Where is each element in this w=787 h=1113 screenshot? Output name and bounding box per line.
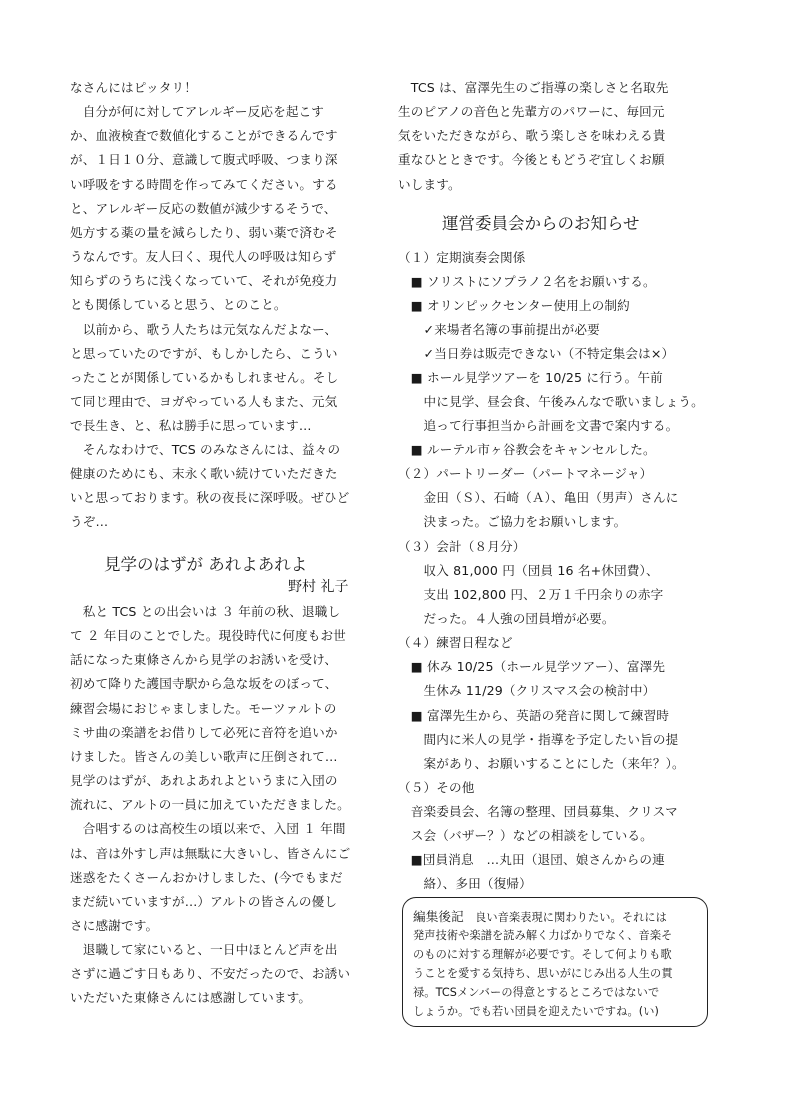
intro-line: が、１日１０分、意識して腹式呼吸、つまり深 xyxy=(70,152,338,167)
intro-line: うなんです。友人曰く、現代人の呼吸は知らず xyxy=(70,249,337,264)
notice-line: 追って行事担当から計画を文書で案内する。 xyxy=(398,418,679,433)
intro-line: 以前から、歌う人たちは元気なんだよなー、 xyxy=(70,322,338,337)
intro-line: 自分が何に対してアレルギー反応を起こす xyxy=(70,104,325,119)
notice-line: ■ 休み 10/25（ホール見学ツアー）、富澤先 xyxy=(398,659,666,674)
notice-line: ■団員消息 …丸田（退団、娘さんからの連 xyxy=(398,852,665,867)
notice-line: ✓来場者名簿の事前提出が必要 xyxy=(398,322,600,337)
intro-line: 健康のためにも、末永く歌い続けていただきた xyxy=(70,466,338,481)
notice-line: （５）その他 xyxy=(398,780,475,795)
tcs-line: 重なひとときです。今後ともどうぞ宜しくお願 xyxy=(398,152,665,167)
editor-note-line: 禄。TCSメンバーの得意とするところではないで xyxy=(413,986,660,999)
notice-line: （１）定期演奏会関係 xyxy=(398,250,526,265)
article-line: て ２ 年目のことでした。現役時代に何度もお世 xyxy=(70,628,346,643)
article-line: 見学のはずが、あれよあれよというまに入団の xyxy=(70,773,338,788)
intro-line: で長生き、と、私は勝手に思っています… xyxy=(70,418,312,433)
article-line: 合唱するのは高校生の頃以来で、入団 １ 年間 xyxy=(70,821,346,836)
intro-line: 処方する薬の量を減らしたり、弱い薬で済むそ xyxy=(70,225,338,240)
notice-line: 金田（Ｓ）、石崎（Ａ）、亀田（男声）さんに xyxy=(398,490,679,505)
notice-line: 生休み 11/29（クリスマス会の検討中） xyxy=(398,683,656,698)
notice-line: ■ オリンピックセンター使用上の制約 xyxy=(398,298,630,313)
intro-line: いと思っております。秋の夜長に深呼吸。ぜひど xyxy=(70,490,350,505)
article-line: いただいた東條さんには感謝しています。 xyxy=(70,990,312,1005)
intro-line: とも関係していると思う、とのこと。 xyxy=(70,297,287,312)
article-line: ミサ曲の楽譜をお借りして必死に音符を追いか xyxy=(70,725,338,740)
intro-line: と、アレルギー反応の数値が減少するそうで、 xyxy=(70,201,337,216)
notice-line: ■ ソリストにソプラノ２名をお願いする。 xyxy=(398,274,656,289)
notice-line: 支出 102,800 円、２万１千円余りの赤字 xyxy=(398,587,664,602)
notice-line: 絡）、多田（復帰） xyxy=(398,876,532,891)
notice-line: だった。４人強の団員増が必要。 xyxy=(398,611,615,626)
tcs-line: 気をいただきながら、歌う楽しさを味わえる貴 xyxy=(398,128,666,143)
intro-line: うぞ… xyxy=(70,514,109,529)
editor-note-line: うことを愛する気持ち、思いがにじみ出る人生の貫 xyxy=(413,967,673,980)
article-author: 野村 礼子 xyxy=(288,579,349,595)
notice-line: 収入 81,000 円（団員 16 名+休団費）、 xyxy=(398,563,659,578)
intro-line: い呼吸をする時間を作ってみてください。する xyxy=(70,177,338,192)
article-line: 迷惑をたくさーんおかけしました、(今でもまだ xyxy=(70,870,343,885)
notice-line: 決まった。ご協力をお願いします。 xyxy=(398,514,627,529)
intro-line: そんなわけで、TCS のみなさんには、益々の xyxy=(70,442,341,457)
intro-line: と思っていたのですが、もしかしたら、こうい xyxy=(70,346,338,361)
editor-note-line xyxy=(413,910,667,925)
editor-note-line: のものに対する理解が必要です。そして何よりも歌 xyxy=(413,948,672,961)
tcs-line: 生のピアノの音色と先輩方のパワーに、毎回元 xyxy=(398,104,665,119)
intro-line: て同じ理由で、ヨガやっている人もまた、元気 xyxy=(70,394,338,409)
notice-title: 運営委員会からのお知らせ xyxy=(442,214,640,233)
notice-line: ス会（バザー？）などの相談をしている。 xyxy=(398,828,653,843)
intro-line: 知らずのうちに浅くなっていて、それが免疫力 xyxy=(70,273,338,288)
article-line: さに感謝です。 xyxy=(70,918,159,933)
article-line: 流れに、アルトの一員に加えていただきました。 xyxy=(70,797,350,812)
article-line: 初めて降りた護国寺駅から急な坂をのぼって、 xyxy=(70,676,338,691)
article-line: 退職して家にいると、一日中ほとんど声を出 xyxy=(70,942,338,957)
editor-note-line: しょうか。でも若い団員を迎えたいですね。(い) xyxy=(413,1005,659,1018)
editor-note-heading: 編集後記 xyxy=(413,909,464,924)
article-line: 話になった東條さんから見学のお誘いを受け、 xyxy=(70,652,338,667)
article-line: は、音は外すし声は無駄に大きいし、皆さんにご xyxy=(70,846,351,861)
notice-line: （２）パートリーダー（パートマネージャ） xyxy=(398,466,653,481)
notice-line: 案があり、お願いすることにした（来年？）。 xyxy=(398,756,685,771)
intro-line: なさんにはピッタリ！ xyxy=(70,80,197,95)
notice-line: 中に見学、昼会食、午後みんなで歌いましょう。 xyxy=(398,394,704,409)
notice-line: （３）会計（８月分） xyxy=(398,539,526,554)
article-line: けました。皆さんの美しい歌声に圧倒されて… xyxy=(70,749,338,764)
notice-line: ■ ルーテル市ヶ谷教会をキャンセルした。 xyxy=(398,442,656,457)
intro-line: ったことが関係しているかもしれません。そし xyxy=(70,370,339,385)
notice-line: 間内に米人の見学・指導を予定したい旨の提 xyxy=(398,732,679,747)
tcs-line: いします。 xyxy=(398,177,461,192)
article-title: 見学のはずが あれよあれよ xyxy=(104,555,308,574)
editor-note-box xyxy=(402,897,708,1027)
editor-note-line: 発声技術や楽譜を読み解く力ばかりでなく、音楽そ xyxy=(413,929,673,942)
tcs-line: TCS は、富澤先生のご指導の楽しさと名取先 xyxy=(398,80,669,95)
article-line: 私と TCS との出会いは ３ 年前の秋、退職し xyxy=(70,604,341,619)
notice-line: ■ ホール見学ツアーを 10/25 に行う。午前 xyxy=(398,370,663,385)
intro-line: か、血液検査で数値化することができるんです xyxy=(70,128,338,143)
editor-note-text: 良い音楽表現に関わりたい。それには xyxy=(475,911,667,924)
notice-line: ✓当日券は販売できない（不特定集会は×） xyxy=(398,346,675,361)
notice-line: （４）練習日程など xyxy=(398,635,513,650)
notice-line: 音楽委員会、名簿の整理、団員募集、クリスマ xyxy=(398,804,678,819)
article-line: さずに過ごす日もあり、不安だったので、お誘い xyxy=(70,966,351,981)
notice-line: ■ 富澤先生から、英語の発音に関して練習時 xyxy=(398,708,670,723)
article-line: まだ続いていますが…）アルトの皆さんの優し xyxy=(70,894,338,909)
article-line: 練習会場におじゃましました。モーツァルトの xyxy=(70,701,337,716)
